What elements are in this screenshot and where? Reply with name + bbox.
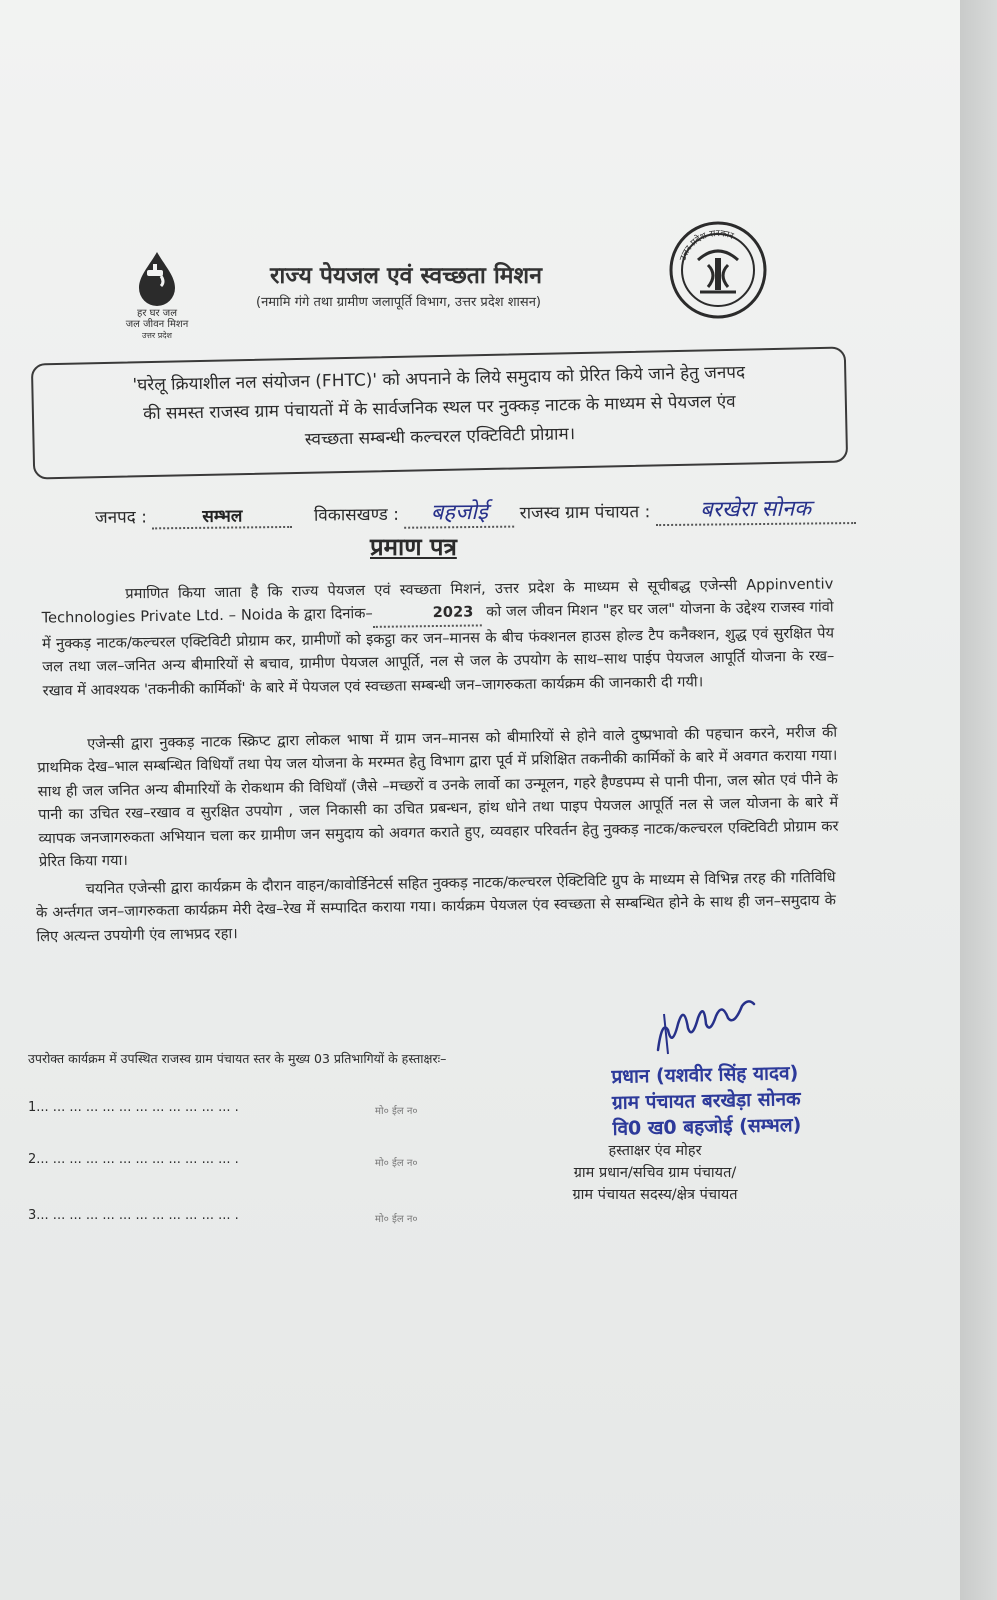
program-line-2: की समस्त राजस्व ग्राम पंचायतों में के सार्वजनिक स्थल पर नुक्कड़ नाटक के माध्यम से पेयजल एंव (142, 391, 736, 425)
background-edge (960, 0, 997, 1600)
paragraph-2-text: एजेन्सी द्वारा नुक्कड़ नाटक स्क्रिप्ट द्वारा लोकल भाषा में ग्राम जन–मानस को बीमारियों से होने वाले दुष्प्रभावो की पहचान करने, मरीज की प्राथमिक देख–भाल सम्बन्धित विधियाँ तथा पेय जल योजना के मरम्मत हेतु विभाग द्वारा पूर्व में प्रशिक्षित तकनीकी कार्मिकों के बारे में अवगत कराया गया। साथ ही जल जनित अन्य बीमारियों के रोकथाम की विधियाँ (जैसे –मच्छरों व उनके लार्वो का उन्मूलन, गहरे हैण्डपम्प से पानी पीना, जल स्रोत एवं पीने के पानी का उचित रख–रखाव व सुरक्षित उपयोग , जल निकासी का उचित प्रबन्धन, हांथ धोने तथा पाइप पेयजल आपूर्ति नल से जल योजना के बारे में व्यापक जनजागरुकता अभियान चला कर ग्रामीण जन समुदाय को अवगत कराते हुए, व्यवहार परिवर्तन हेतु नुक्कड़ नाटक/कल्चरल एक्टिविटी प्रोग्राम कर प्रेरित किया गया। (37, 723, 839, 871)
logo-text-line-1: हर घर जल (137, 308, 177, 319)
paragraph-2 (37, 721, 839, 874)
logo-text-line-2: जल जीवन मिशन (125, 319, 189, 330)
participant-mobile-label: मो० ईल न० (375, 1214, 418, 1225)
paragraph-1 (41, 572, 835, 702)
janpad-label: जनपद : (94, 507, 148, 528)
jal-jeevan-mission-logo (112, 250, 202, 341)
participant-number: 2 (28, 1152, 37, 1167)
logo-text-line-3: उत्तर प्रदेश (142, 331, 172, 340)
vikaskhand-value: बहजोई (404, 496, 514, 529)
panchayat-value: बरखेरा सोनक (656, 492, 856, 526)
pradhan-signature (650, 1000, 760, 1064)
mission-subtitle: (नमामि गंगे तथा ग्रामीण जलापूर्ति विभाग, उत्तर प्रदेश शासन) (256, 295, 541, 310)
participant-number: 1 (28, 1100, 37, 1115)
caption-line-3: ग्राम पंचायत सदस्य/क्षेत्र पंचायत (572, 1187, 738, 1203)
participant-mobile-label: मो० ईल न० (375, 1158, 418, 1169)
paragraph-3-text: चयनित एजेन्सी द्वारा कार्यक्रम के दौरान वाहन/कावोर्डिनेटर्स सहित नुक्कड़ नाटक/कल्चरल ऐक्टिविटि ग्रुप के माध्यम से विभिन्न तरह की गतिविधि के अर्न्तगत जन–जागरुकता कार्यक्रम मेरी देख–रेख में सम्पादित कराया गया। कार्यक्रम पेयजल एंव स्वच्छता से सम्बन्धित होने के साथ ही जन–समुदाय के लिए अत्यन्त उपयोगी एंव लाभप्रद रहा। (35, 868, 837, 946)
caption-line-2: ग्राम प्रधान/सचिव ग्राम पंचायत/ (573, 1165, 737, 1181)
participant-row (28, 1208, 239, 1223)
signature-scribble-icon (650, 1000, 760, 1060)
panchayat-label: राजस्व ग्राम पंचायत : (519, 502, 651, 524)
paragraph-3 (35, 866, 836, 949)
program-title-box (31, 346, 848, 479)
up-government-emblem (668, 220, 768, 324)
paragraph-1-part-a: प्रमाणित किया जाता है कि राज्य पेयजल एवं स्वच्छता मिशनं, उत्तर प्रदेश के माध्यम से सूचीबद्ध एजेन्सी Appinventiv Technologies Private Ltd. – Noida के द्वारा दिनांक– (41, 575, 834, 627)
participant-signature-line[interactable]: ... ... ... ... ... ... ... ... ... ... ... ... . (36, 1208, 239, 1223)
vikaskhand-label: विकासखण्ड : (313, 504, 400, 526)
stamp-line-1: प्रधान (यशवीर सिंह यादव) (611, 1062, 799, 1088)
stamp-line-2: ग्राम पंचायत बरखेड़ा सोनक (611, 1088, 801, 1114)
water-drop-icon (135, 250, 179, 308)
program-date: 2023 (373, 601, 482, 628)
participants-intro: उपरोक्त कार्यक्रम में उपस्थित राजस्व ग्राम पंचायत स्तर के मुख्य 03 प्रतिभागियों के हस्ताक्षरः– (28, 1051, 447, 1066)
participant-mobile-label: मो० ईल न० (375, 1106, 418, 1117)
caption-line-1: हस्ताक्षर एंव मोहर (608, 1143, 702, 1159)
signature-caption (540, 1140, 770, 1206)
paragraph-1-part-b: को जल जीवन मिशन "हर घर जल" योजना के उद्देश्य राजस्व गांवो में नुक्कड़ नाटक/कल्चरल एक्टिविटी प्रोग्राम कर, ग्रामीणों को इकट्ठा कर जन–मानस के बीच फंक्शनल हाउस होल्ड टैप कनैक्शन, शुद्ध एवं सुरक्षित पेय जल तथा जल–जनित अन्य बीमारियों से बचाव, ग्रामीण पेयजल आपूर्ति, नल से जल के उपयोग के साथ–साथ पाईप पेयजल आपूर्ति योजना के रख–रखाव में आवश्यक 'तकनीकी कार्मिकों' के बारे में पेयजल एवं स्वच्छता सम्बन्धी जन–जागरुकता कार्यक्रम की जानकारी दी गयी। (41, 598, 835, 700)
program-line-3: स्वच्छता सम्बन्धी कल्चरल एक्टिविटी प्रोग्राम। (304, 424, 576, 450)
participant-signature-line[interactable]: ... ... ... ... ... ... ... ... ... ... ... ... . (36, 1152, 239, 1167)
emblem-seal-icon (668, 220, 768, 320)
participant-row (28, 1100, 239, 1115)
participant-row (28, 1152, 239, 1167)
program-line-1: 'घरेलू क्रियाशील नल संयोजन (FHTC)' को अपनाने के लिये समुदाय को प्रेरित किये जाने हेतु जनपद (132, 362, 746, 396)
emblem-text: उत्तर प्रदेश सरकार (678, 228, 735, 263)
certificate-heading: प्रमाण पत्र (370, 533, 457, 561)
mission-title: राज्य पेयजल एवं स्वच्छता मिशन (270, 263, 542, 289)
pradhan-stamp (611, 1060, 801, 1142)
stamp-line-3: वि0 ख0 बहजोई (सम्भल) (612, 1114, 802, 1140)
janpad-value: सम्भल (152, 503, 292, 529)
participant-number: 3 (28, 1208, 37, 1223)
participant-signature-line[interactable]: ... ... ... ... ... ... ... ... ... ... ... ... . (36, 1100, 239, 1115)
